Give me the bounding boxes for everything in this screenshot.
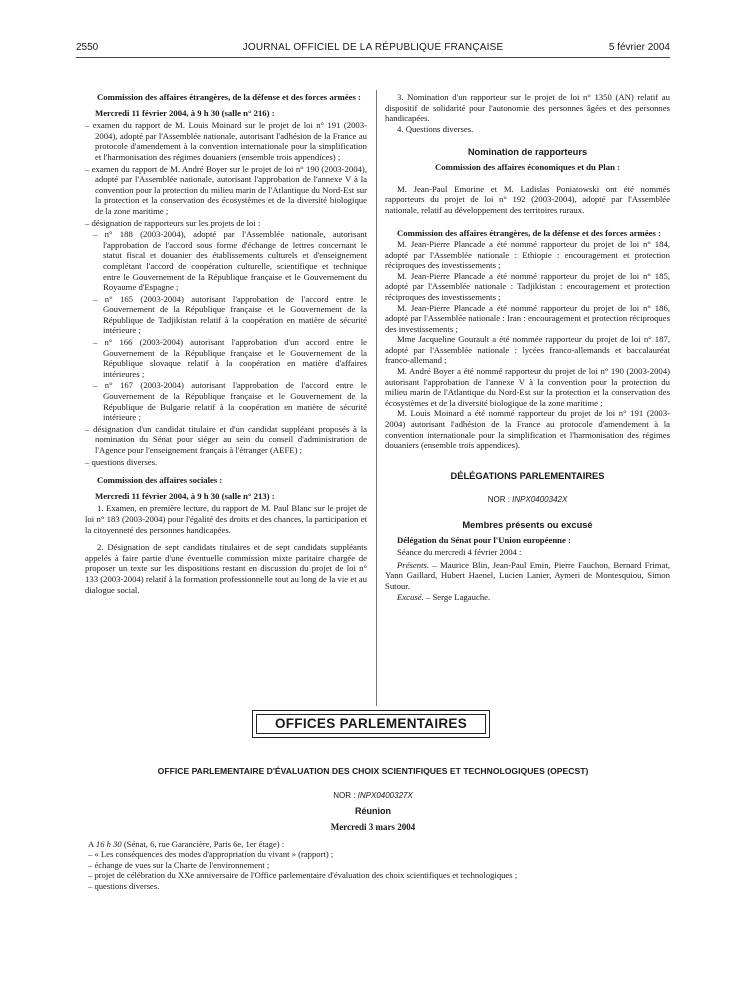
presents-paragraph [385,560,670,592]
paragraph: M. Jean-Pierre Plancade a été nommé rapporteur du projet de loi n° 185, adopté par l'Assemblée nationale : Tadjikistan : encouragement et protection réciproques des investissements ; [385,270,670,302]
nor-code: INPX0400342X [512,495,568,505]
members-title: Membres présents ou excusé [462,520,593,530]
time-prefix: A [88,839,96,849]
paragraph: 4. Questions diverses. [397,123,474,134]
opecst-nor [76,791,670,800]
page-number: 2550 [76,42,99,53]
list-item: – questions diverses. [85,456,158,467]
paragraph: 2. Désignation de sept candidats titulaires et de sept candidats suppléants appelés à faire partie d'une éventuelle commission mixte paritaire chargée de proposer un texte sur les dispositions restant en discussion du projet de loi n° 133 (2003-2004) relatif à la formation professionnelle tout au long de la vie et au dialogue social. [85,542,367,595]
list-item: – échange de vues sur la Charte de l'environnement ; [88,859,270,870]
paragraph: 3. Nomination d'un rapporteur sur le projet de loi n° 1350 (AN) relatif au dispositif de solidarité pour l'autonomie des personnes âgées et des personnes handicapées. [385,92,670,124]
excuse-paragraph [385,592,670,603]
reunion-location: (Sénat, 6, rue Garancière, Paris 6e, 1er étage) : [121,839,285,849]
nor-code: INPX0400327X [357,791,413,800]
eco-commission-heading: Commission des affaires économiques et du Plan : [435,161,620,172]
presents-list: – Maurice Blin, Jean-Paul Emin, Pierre Fauchon, Bernard Frimat, Yann Gaillard, Hubert Haenel, Lucien Lanier, Aymeri de Montesquiou, Simon Sutour. [385,559,670,591]
right-column [385,92,670,602]
list-subitem: – n° 188 (2003-2004), adopté par l'Assemblée nationale, autorisant l'approbation de l'accord sous forme d'échange de lettres concernant le statut fiscal et douanier des établissements culturels et d'enseignement complétant l'accord de coopération culturelle, scientifique et technique entre le Gouvernement de la République française et le Gouvernement du Royaume d'Espagne ; [93,229,367,293]
excuse-list: – Serge Lagauche. [423,591,491,602]
delegations-nor [385,495,670,506]
paragraph: M. Jean-Paul Emorine et M. Ladislas Poniatowski ont été nommés rapporteurs du projet de loi n° 192 (2003-2004), adopté par l'Assemblée nationale, relatif au développement des territoires ruraux. [385,183,670,215]
paragraph: M. Louis Moinard a été nommé rapporteur du projet de loi n° 191 (2003-2004) autorisant l'adhésion de la France au protocole d'amendement à la convention internationale pour la simplification et l'harmonisation des régimes douaniers (ensemble trois appendices). [385,408,670,451]
delegations-title: DÉLÉGATIONS PARLEMENTAIRES [450,470,605,481]
list-item: – désignation de rapporteurs sur les projets de loi : [85,217,261,228]
delegation-heading: Délégation du Sénat pour l'Union européenne : [397,534,571,545]
list-subitem: – n° 167 (2003-2004) autorisant l'approbation de l'accord entre le Gouvernement de la République française et le Gouvernement de la République de Bulgarie relatif à la coopération en matière de sécurité intérieure ; [93,380,367,423]
paragraph: 1. Examen, en première lecture, du rapport de M. Paul Blanc sur le projet de loi n° 183 (2003-2004) pour l'égalité des droits et des chances, la participation et la citoyenneté des personnes handicapées. [85,503,367,535]
list-item: – projet de célébration du XXe anniversaire de l'Office parlementaire d'évaluation des choix scientifiques et technologiques ; [88,870,518,881]
presents-label: Présents. [397,559,430,570]
soc-commission-heading: Commission des affaires sociales : [97,475,223,486]
opecst-title: OFFICE PARLEMENTAIRE D'ÉVALUATION DES CHOIX SCIENTIFIQUES ET TECHNOLOGIQUES (OPECST) [157,766,589,776]
etr-commission-heading: Commission des affaires étrangères, de la défense et des forces armées : [397,228,661,239]
list-item: – désignation d'un candidat titulaire et d'un candidat suppléant proposés à la nomination du Sénat pour siéger au sein du conseil d'administration de l'Agence pour l'enseignement français à l'étranger (AEFE) ; [85,423,367,455]
left-column [85,92,367,595]
reunion-time: 16 h 30 [95,839,122,849]
journal-title: JOURNAL OFFICIEL DE LA RÉPUBLIQUE FRANÇAISE [242,42,504,53]
seance-date: Séance du mercredi 4 février 2004 : [397,547,522,558]
reunion-date: Mercredi 3 mars 2004 [330,822,416,832]
nomination-title: Nomination de rapporteurs [467,147,588,158]
list-item: – « Les conséquences des modes d'appropriation du vivant » (rapport) ; [88,849,334,860]
header-rule [76,57,670,58]
reunion-heading: Réunion [355,806,391,816]
list-subitem: – n° 166 (2003-2004) autorisant l'approbation d'un accord entre le Gouvernement de la République française et le Gouvernement de la République slovaque relatif à la coopération en matière d'affaires intérieures ; [93,337,367,379]
list-item: – questions diverses. [88,880,160,891]
nor-label: NOR : [487,495,510,505]
paragraph: M. Jean-Pierre Plancade a été nommé rapporteur du projet de loi n° 184, adopté par l'Assemblée nationale : Ethiopie : encouragement et protection réciproques des investissements ; [385,238,670,271]
paragraph: Mme Jacqueline Gourault a été nommée rapporteur du projet de loi n° 187, adopté par l'Assemblée nationale : lycées franco-allemands et baccalauréat franco-allemand ; [385,334,670,366]
issue-date: 5 février 2004 [608,42,670,53]
offices-title: OFFICES PARLEMENTAIRES [256,714,486,734]
list-item: – examen du rapport de M. Louis Moinard sur le projet de loi n° 191 (2003-2004), adopté par l'Assemblée nationale, autorisant l'adhésion de la France au protocole d'amendement à la convention internationale pour la simplification et l'harmonisation des régimes douaniers (ensemble trois appendices) ; [85,120,367,162]
paragraph: M. André Boyer a été nommé rapporteur du projet de loi n° 190 (2003-2004) autorisant l'approbation de l'annexe V à la convention pour la protection du milieu marin de l'Atlantique du Nord-Est sur la protection et la conservation des écosystèmes et de la diversité biologique de la zone maritime ; [385,366,670,408]
opecst-agenda [88,839,668,891]
reunion-time-location [88,839,668,849]
nor-label: NOR : [333,791,356,800]
excuse-label: Excusé. [397,591,424,602]
list-subitem: – n° 165 (2003-2004) autorisant l'approbation de l'accord entre le Gouvernement de la République française et le Gouvernement de la République de Tadjikistan relatif à la coopération en matière de sécurité intérieure ; [93,293,367,336]
list-item: – examen du rapport de M. André Boyer sur le projet de loi n° 190 (2003-2004), adopté par l'Assemblée nationale, autorisant l'approbation de l'annexe V à la convention pour la protection du milieu marin de l'Atlantique du Nord-Est sur la protection et la conservation des écosystèmes et de la diversité biologique de la zone maritime ; [85,163,367,216]
offices-box [252,710,490,738]
etr-meeting-date: Mercredi 11 février 2004, à 9 h 30 (salle n° 216) : [95,107,275,118]
soc-meeting-date: Mercredi 11 février 2004, à 9 h 30 (salle n° 213) : [95,490,275,501]
paragraph: M. Jean-Pierre Plancade a été nommé rapporteur du projet de loi n° 186, adopté par l'Assemblée nationale : Iran : encouragement et protection réciproques des investissements ; [385,302,670,334]
etr-commission-heading: Commission des affaires étrangères, de la défense et des forces armées : [97,92,361,102]
page-header [76,42,670,58]
column-divider [376,90,377,706]
